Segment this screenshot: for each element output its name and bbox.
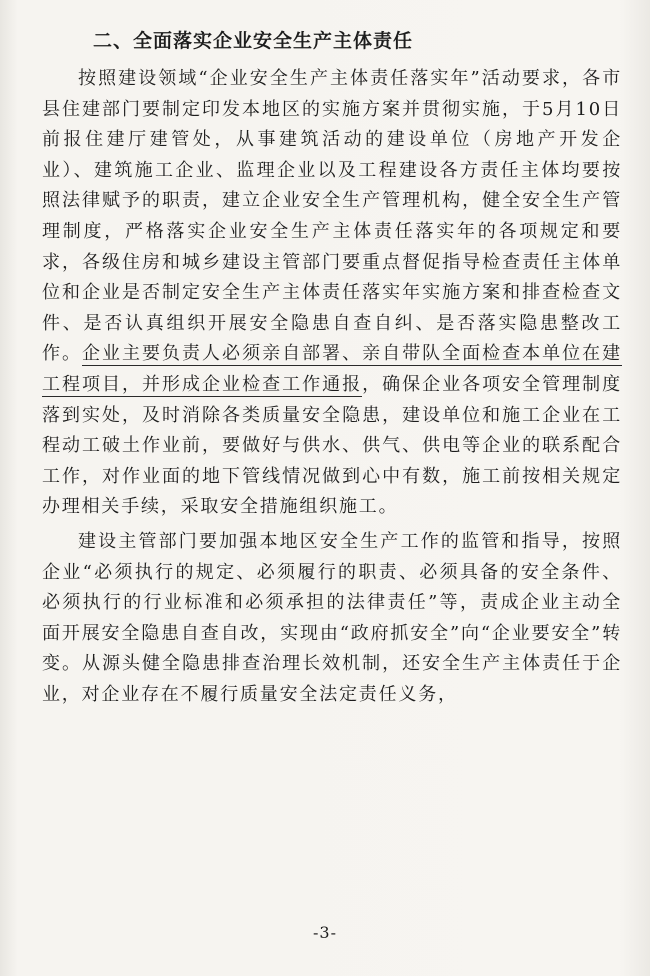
document-body [42, 64, 622, 710]
underlined-requirement: 企业主要负责人必须亲自部署、亲自带队全面检查本单位在建工程项目，并形成企业检查工作通报 [42, 343, 622, 395]
paragraph-1-text: 按照建设领域“企业安全生产主体责任落实年”活动要求，各市县住建部门要制定印发本地区的实施方案并贯彻实施，于5月10日前报住建厅建管处，从事建筑活动的建设单位（房地产开发企业）、建筑施工企业、监理企业以及工程建设各方责任主体均要按照法律赋予的职责，建立企业安全生产管理机构，健全安全生产管理制度，严格落实企业安全生产主体责任落实年的各项规定和要求，各级住房和城乡建设主管部门要重点督促指导检查责任主体单位和企业是否制定安全生产主体责任落实年实施方案和排查检查文件、是否认真组织开展安全隐患自查自纠、是否落实隐患整改工作。 [42, 68, 622, 365]
section-heading: 二、全面落实企业安全生产主体责任 [93, 30, 414, 52]
paragraph-2: 建设主管部门要加强本地区安全生产工作的监管和指导，按照企业“必须执行的规定、必须履行的职责、必须具备的安全条件、必须执行的行业标准和必须承担的法律责任”等，责成企业主动全面开展安全隐患自查自改，实现由“政府抓安全”向“企业要安全”转变。从源头健全隐患排查治理长效机制，还安全生产主体责任于企业，对企业存在不履行质量安全法定责任义务， [42, 530, 622, 705]
page-number: -3- [313, 923, 337, 942]
paragraph-1 [42, 64, 622, 523]
paragraph-1-continuation: ，确保企业各项安全管理制度落到实处，及时消除各类质量安全隐患，建设单位和施工企业在工程动工破土作业前，要做好与供水、供气、供电等企业的联系配合工作，对作业面的地下管线情况做到心中有数，施工前按相关规定办理相关手续，采取安全措施组织施工。 [42, 373, 622, 518]
